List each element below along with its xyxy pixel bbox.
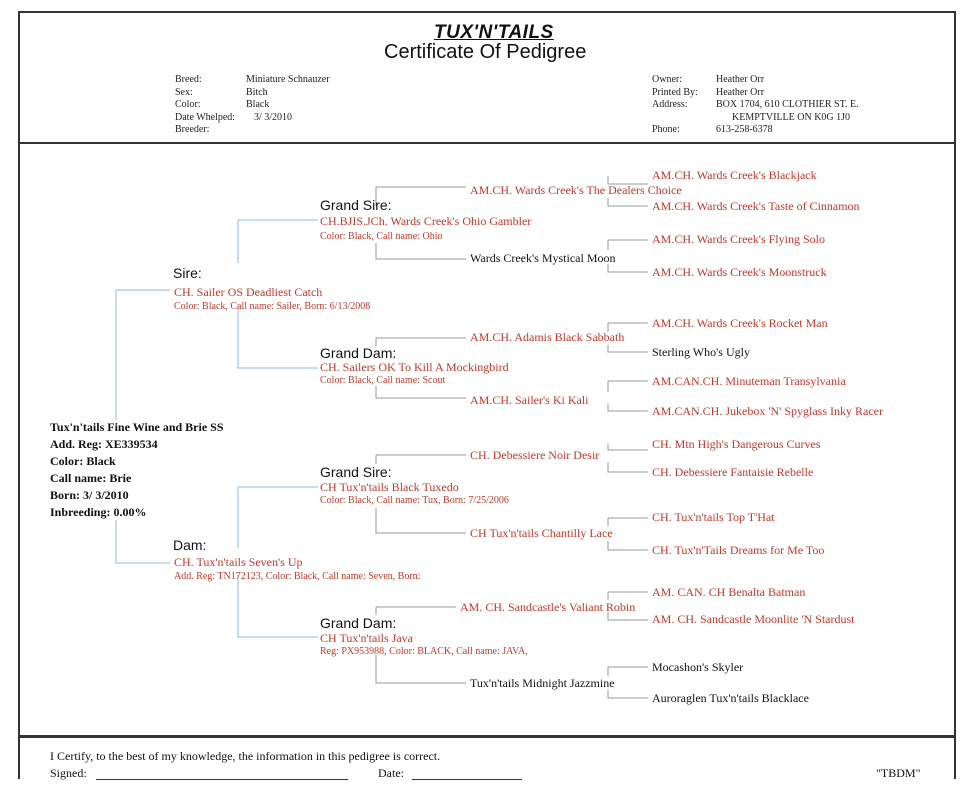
subject-name: Tux'n'tails Fine Wine and Brie SS xyxy=(50,420,224,434)
sgs-sire: AM.CH. Wards Creek's The Dealers Choice xyxy=(470,183,682,197)
sgs-dam: Wards Creek's Mystical Moon xyxy=(470,251,616,265)
sgs-gg4: AM.CH. Wards Creek's Moonstruck xyxy=(652,265,827,279)
sire-grand-sire-role: Grand Sire: xyxy=(320,197,392,213)
dgd-gg3: Mocashon's Skyler xyxy=(652,660,744,674)
subject-reg: Add. Reg: XE339534 xyxy=(50,437,158,451)
sex-value: Bitch xyxy=(246,86,268,98)
owner-value: Heather Orr xyxy=(716,74,765,85)
date-line[interactable] xyxy=(412,779,522,780)
sgd-gg2: Sterling Who's Ugly xyxy=(652,345,750,359)
dgd-gg4: Auroraglen Tux'n'tails Blacklace xyxy=(652,691,809,705)
sgs-gg3: AM.CH. Wards Creek's Flying Solo xyxy=(652,232,825,246)
dgd-dam: Tux'n'tails Midnight Jazzmine xyxy=(470,676,615,690)
sgs-gg1: AM.CH. Wards Creek's Blackjack xyxy=(652,168,817,182)
sire-grand-sire-detail: Color: Black, Call name: Ohio xyxy=(320,231,443,242)
dam-role: Dam: xyxy=(173,537,207,553)
signed-label: Signed: xyxy=(50,766,87,780)
dam-grand-dam-name: CH Tux'n'tails Java xyxy=(320,631,414,645)
address-line2: KEMPTVILLE ON K0G 1J0 xyxy=(732,111,851,123)
document-code: "TBDM" xyxy=(876,766,921,780)
dgd-gg2: AM. CH. Sandcastle Moonlite 'N Stardust xyxy=(652,612,855,626)
sire-detail: Color: Black, Call name: Sailer, Born: 6/13/2008 xyxy=(174,301,371,312)
color-label: Color: xyxy=(175,99,201,110)
sire-grand-dam-detail: Color: Black, Call name: Scout xyxy=(320,375,446,386)
sgd-sire: AM.CH. Adamis Black Sabbath xyxy=(470,330,625,344)
whelped-label: Date Whelped: xyxy=(175,111,236,123)
whelped-value: 3/ 3/2010 xyxy=(254,111,293,123)
signature-line[interactable] xyxy=(96,779,348,780)
dam-grand-sire-detail: Color: Black, Call name: Tux, Born: 7/25/2006 xyxy=(320,495,509,506)
subject-callname: Call name: Brie xyxy=(50,471,132,485)
breed-label: Breed: xyxy=(175,74,202,85)
date-label: Date: xyxy=(378,766,404,780)
color-value: Black xyxy=(246,99,270,110)
sire-grand-dam-role: Grand Dam: xyxy=(320,345,397,361)
dgs-dam: CH Tux'n'tails Chantilly Lace xyxy=(470,526,613,540)
breed-value: Miniature Schnauzer xyxy=(246,74,330,85)
dgd-gg1: AM. CAN. CH Benalta Batman xyxy=(652,585,806,599)
dgs-gg1: CH. Mtn High's Dangerous Curves xyxy=(652,437,821,451)
phone-value: 613-258-6378 xyxy=(716,124,773,135)
kennel-title: TUX'N'TAILS xyxy=(434,22,554,43)
sgs-gg2: AM.CH. Wards Creek's Taste of Cinnamon xyxy=(652,199,860,213)
subject-dog xyxy=(50,419,224,521)
dam-grand-dam-detail: Reg: PX953988, Color: BLACK, Call name: JAVA, xyxy=(320,646,528,657)
sgd-gg1: AM.CH. Wards Creek's Rocket Man xyxy=(652,316,828,330)
certificate-title: Certificate Of Pedigree xyxy=(384,41,587,63)
address-line1: BOX 1704, 610 CLOTHIER ST. E. xyxy=(716,99,859,110)
dam-name: CH. Tux'n'tails Seven's Up xyxy=(174,555,303,569)
printed-label: Printed By: xyxy=(652,86,698,98)
dgs-sire: CH. Debessiere Noir Desir xyxy=(470,448,600,462)
sire-name: CH. Sailer OS Deadliest Catch xyxy=(174,285,323,299)
dgd-sire: AM. CH. Sandcastle's Valiant Robin xyxy=(460,600,636,614)
sgd-gg3: AM.CAN.CH. Minuteman Transylvania xyxy=(652,374,846,388)
dam-detail: Add. Reg: TN172123, Color: Black, Call name: Seven, Born: xyxy=(174,571,421,582)
dam-grand-sire-role: Grand Sire: xyxy=(320,464,392,480)
sgd-dam: AM.CH. Sailer's Ki Kali xyxy=(470,393,589,407)
certification-statement: I Certify, to the best of my knowledge, the information in this pedigree is correct. xyxy=(50,749,441,763)
sire-grand-dam-name: CH. Sailers OK To Kill A Mockingbird xyxy=(320,360,509,374)
owner-label: Owner: xyxy=(652,74,682,85)
dgs-gg4: CH. Tux'n'Tails Dreams for Me Too xyxy=(652,543,825,557)
dam-grand-sire-name: CH Tux'n'tails Black Tuxedo xyxy=(320,480,459,494)
sire-role: Sire: xyxy=(173,265,202,281)
dgs-gg3: CH. Tux'n'tails Top T'Hat xyxy=(652,510,775,524)
sire-grand-sire-name: CH.BJIS.JCh. Wards Creek's Ohio Gambler xyxy=(320,214,532,228)
dgs-gg2: CH. Debessiere Fantaisie Rebelle xyxy=(652,465,814,479)
phone-label: Phone: xyxy=(652,124,680,135)
subject-born: Born: 3/ 3/2010 xyxy=(50,488,129,502)
subject-color: Color: Black xyxy=(50,454,116,468)
breeder-label: Breeder: xyxy=(175,124,210,135)
address-label: Address: xyxy=(652,99,688,110)
sgd-gg4: AM.CAN.CH. Jukebox 'N' Spyglass Inky Racer xyxy=(652,404,883,418)
sex-label: Sex: xyxy=(175,86,193,98)
dam-grand-dam-role: Grand Dam: xyxy=(320,615,397,631)
subject-inbreeding: Inbreeding: 0.00% xyxy=(50,505,147,519)
printed-value: Heather Orr xyxy=(716,86,765,98)
